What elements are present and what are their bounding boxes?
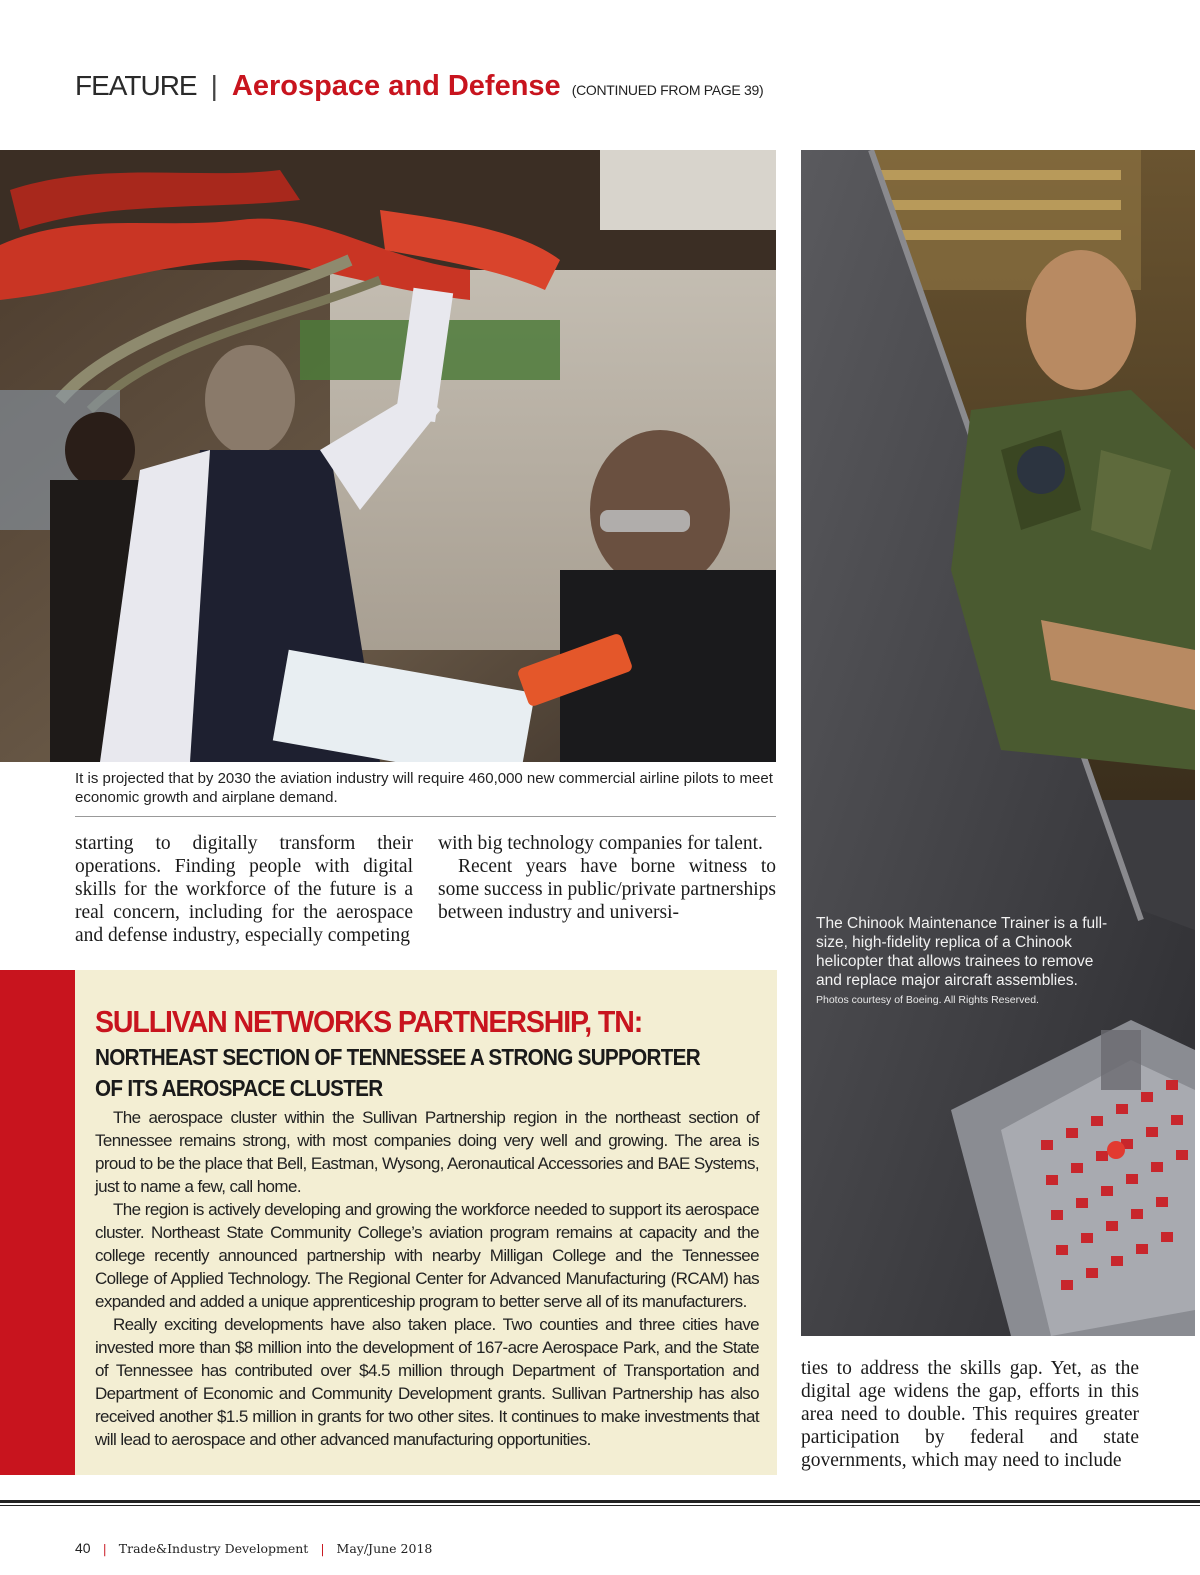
- column-3-text: ties to address the skills gap. Yet, as the digital age widens the gap, efforts in this area need to double. This requires greater participation by federal and state governments, which may need to include: [801, 1358, 1139, 1471]
- sidebar-subhead: NORTHEAST SECTION OF TENNESSEE A STRONG SUPPORTER OF ITS AEROSPACE CLUSTER: [95, 1044, 700, 1101]
- column-1-text: starting to digitally transform their operations. Finding people with digital skills for the workforce of the future is a real concern, including for the aerospace and defense industry, especially competing: [75, 833, 413, 946]
- caption-divider: [75, 816, 776, 817]
- engineers-inspection-photo: [0, 150, 776, 762]
- photo-caption-right: [816, 914, 1116, 1007]
- publication-name: Trade&Industry Development: [118, 1541, 309, 1556]
- page-footer: [75, 1540, 432, 1556]
- footer-divider: |: [102, 1541, 107, 1556]
- sidebar-paragraph-2: The region is actively developing and growing the workforce needed to support its aerospace cluster. Northeast State Community College’s aviation program remains at capacity and the college recently announced partnership with nearby Milligan College and the Tennessee College of Applied Technology. The Regional Center for Advanced Manufacturing (RCAM) has expanded and added a unique apprenticeship program to better serve all of its manufacturers.: [95, 1200, 759, 1311]
- sidebar-paragraph-1: The aerospace cluster within the Sullivan Partnership region in the northeast section of Tennessee remains strong, with most companies doing very well and growing. The area is proud to be the place that Bell, Eastman, Wysong, Aeronautical Accessories and BAE Systems, just to name a few, call home.: [95, 1108, 759, 1196]
- photo-caption-left: It is projected that by 2030 the aviation industry will require 460,000 new commercial airline pilots to meet economic growth and airplane demand.: [75, 770, 773, 806]
- footer-rule: [0, 1500, 1200, 1503]
- sidebar-box: [75, 970, 777, 1475]
- caption-right-text: The Chinook Maintenance Trainer is a full-size, high-fidelity replica of a Chinook helicopter that allows trainees to remove and replace major aircraft assemblies.: [816, 915, 1108, 989]
- column-2-text-1: with big technology companies for talent.: [438, 833, 763, 854]
- photo-credit: Photos courtesy of Boeing. All Rights Reserved.: [816, 994, 1039, 1006]
- page-number: 40: [75, 1540, 91, 1556]
- issue-date: May/June 2018: [336, 1541, 433, 1556]
- article-column-1: [75, 832, 413, 947]
- header-divider: |: [210, 70, 218, 101]
- sidebar-headline: SULLIVAN NETWORKS PARTNERSHIP, TN:: [95, 1004, 643, 1039]
- sidebar-paragraph-3: Really exciting developments have also taken place. Two counties and three cities have invested more than $8 million into the development of 167-acre Aerospace Park, and the State of Tennessee has contributed over $4.5 million through Department of Transportation and Department of Economic and Community Development grants. Sullivan Partnership has also received another $1.5 million in grants for two other sites. It continues to make investments that will lead to aerospace and other advanced manufacturing opportunities.: [95, 1315, 759, 1449]
- chinook-trainer-photo: [801, 150, 1195, 1336]
- page-header: [75, 70, 763, 110]
- sidebar-accent-bar: [0, 970, 75, 1475]
- continued-note: (CONTINUED FROM PAGE 39): [571, 82, 764, 98]
- sidebar-body: [95, 1106, 759, 1451]
- article-column-2: [438, 832, 776, 924]
- section-title: Aerospace and Defense: [231, 70, 561, 102]
- column-2-text-2: Recent years have borne witness to some success in public/private partnerships between industry and universi-: [438, 856, 776, 923]
- footer-rule-thin: [0, 1505, 1200, 1506]
- footer-divider: |: [320, 1541, 325, 1556]
- article-column-3: [801, 1357, 1139, 1472]
- section-label: FEATURE: [75, 70, 197, 101]
